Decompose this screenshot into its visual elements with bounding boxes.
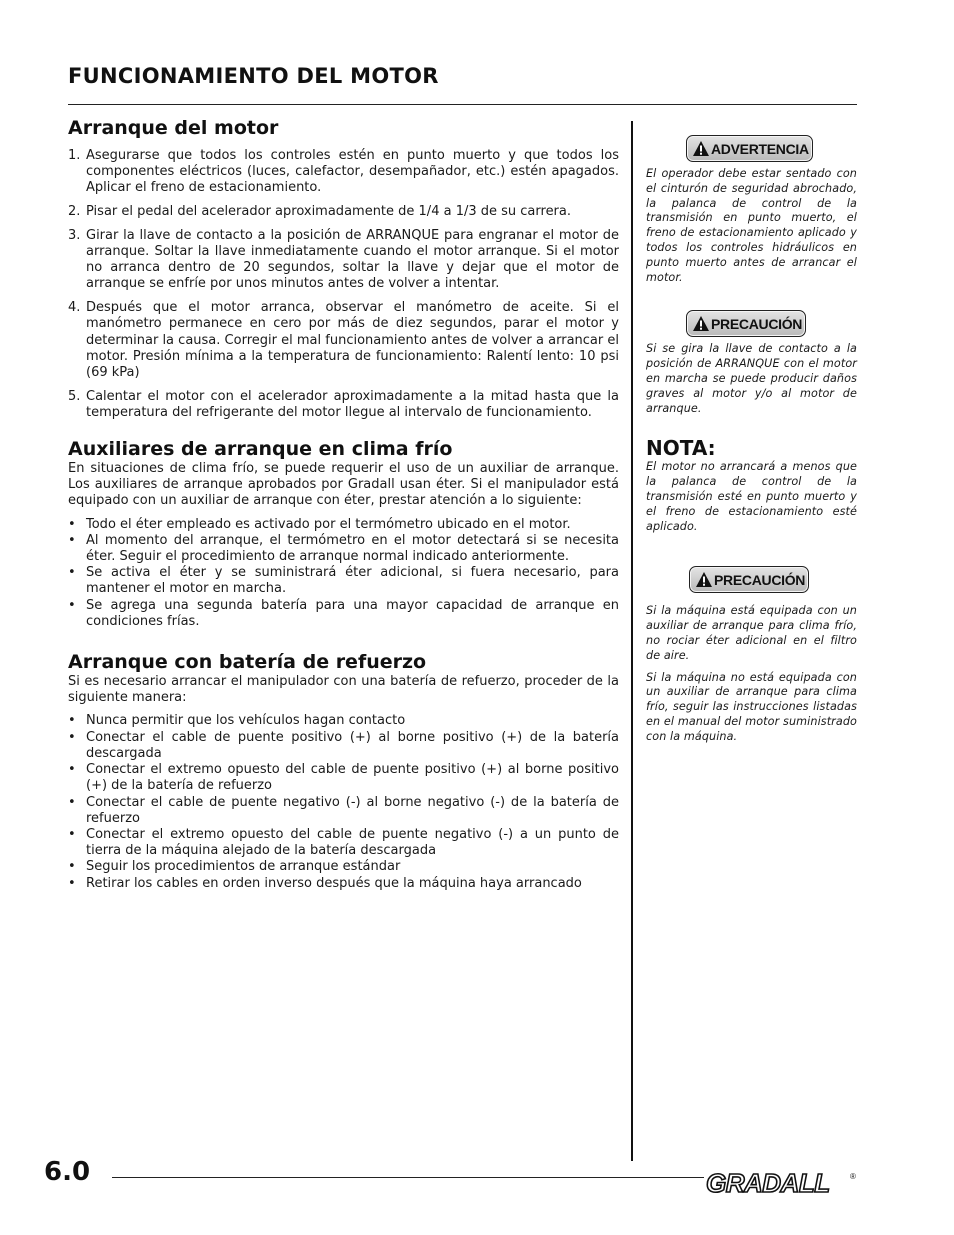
precaucion2-text-2: Si la máquina no está equipada con un auxiliar de arranque para clima frío, seguir las instrucciones listadas en el manual del motor suministrado con la máquina. xyxy=(646,670,857,743)
section-heading-bateria: Arranque con batería de refuerzo xyxy=(68,651,427,674)
list-item: • Conectar el cable de puente positivo (+) al borne positivo (+) de la batería descargada xyxy=(68,729,619,761)
page-title: FUNCIONAMIENTO DEL MOTOR xyxy=(68,64,439,88)
header-rule xyxy=(68,104,857,105)
advertencia-badge-wrap xyxy=(646,135,857,162)
precaucion1-text: Si se gira la llave de contacto a la posición de ARRANQUE con el motor en marcha se puede producir daños graves al motor y/o al motor de arranque. xyxy=(646,342,857,415)
precaucion2-text-1: Si la máquina está equipada con un auxiliar de arranque para clima frío, no rociar éter adicional en el filtro de aire. xyxy=(646,604,857,662)
section-heading-clima: Auxiliares de arranque en clima frío xyxy=(68,438,453,461)
advertencia-badge: ADVERTENCIA xyxy=(686,135,813,162)
main-column xyxy=(68,116,619,892)
list-item: • Conectar el extremo opuesto del cable de puente negativo (-) a un punto de tierra de la máquina alejado de la batería descargada xyxy=(68,826,619,859)
logo-text: GRADALL xyxy=(706,1168,830,1197)
precaucion2-badge-wrap xyxy=(646,566,857,593)
list-item: • Conectar el extremo opuesto del cable de puente positivo (+) al borne positivo (+) de la batería de refuerzo xyxy=(68,762,619,794)
clima-bullet-list xyxy=(68,517,619,630)
advertencia-text: El operador debe estar sentado con el cinturón de seguridad abrochado, la palanca de control de la transmisión en punto muerto, el freno de estacionamiento aplicado y todos los controles hidráulicos en punto muerto antes de arrancar el motor. xyxy=(646,167,857,284)
list-item: • Se agrega una segunda batería para una mayor capacidad de arranque en condiciones frías. xyxy=(68,597,619,629)
bateria-intro: Si es necesario arrancar el manipulador con una batería de refuerzo, proceder de la siguiente manera: xyxy=(68,674,619,706)
list-item: 4. Después que el motor arranca, observar el manómetro de aceite. Si el manómetro permanece en cero por más de diez segundos, parar el motor y determinar la causa. Corregir el mal funcionamiento antes de volver a arrancar el motor. Presión mínima a la temperatura de funcionamiento: Ralentí lento: 10 psi (69 kPa) xyxy=(68,300,619,380)
sidebar xyxy=(646,135,857,745)
list-item: • Se activa el éter y se suministrará éter adicional, si fuera necesario, para mantener el motor en marcha. xyxy=(68,565,619,597)
gradall-logo xyxy=(704,1165,858,1197)
list-item: • Nunca permitir que los vehículos hagan contacto xyxy=(68,713,406,729)
clima-intro: En situaciones de clima frío, se puede requerir el uso de un auxiliar de arranque. Los auxiliares de arranque aprobados por Gradall usan éter. Si el manipulador está equipado con un auxiliar de arranque con éter, prestar atención a lo siguiente: xyxy=(68,461,619,509)
list-item: • Al momento del arranque, el termómetro en el motor detectará si se necesita éter. Seguir el procedimiento de arranque normal indicado anteriormente. xyxy=(68,532,619,565)
list-item: • Conectar el cable de puente negativo (-) al borne negativo (-) de la batería de refuerzo xyxy=(68,794,619,826)
footer-rule xyxy=(112,1177,704,1178)
list-item: 3. Girar la llave de contacto a la posición de ARRANQUE para engranar el motor de arranque. Soltar la llave inmediatamente cuando el motor arranque. Si el motor no arranca dentro de 20 segundos, soltar la llave y dejar que el motor de arranque se enfríe por unos minutos antes de volver a intentar. xyxy=(68,227,619,292)
nota-title: NOTA: xyxy=(646,436,716,461)
list-item: 1. Asegurarse que todos los controles estén en punto muerto y que todos los componentes eléctricos (luces, calefactor, desempañador, etc.) estén apagados. Aplicar el freno de estacionamiento. xyxy=(68,148,619,196)
column-divider xyxy=(631,121,633,1161)
nota-text: El motor no arrancará a menos que la palanca de control de la transmisión esté en punto muerto y el freno de estacionamiento esté aplicado. xyxy=(646,460,857,533)
list-item: 2. Pisar el pedal del acelerador aproximadamente de 1/4 a 1/3 de su carrera. xyxy=(68,204,572,220)
precaucion-badge: PRECAUCIÓN xyxy=(689,566,809,593)
section-heading-arranque: Arranque del motor xyxy=(68,117,279,139)
list-item: • Todo el éter empleado es activado por el termómetro ubicado en el motor. xyxy=(68,516,571,532)
bateria-bullet-list xyxy=(68,713,619,891)
arranque-steps-list xyxy=(68,148,619,421)
page-number: 6.0 xyxy=(44,1157,91,1187)
warning-icon xyxy=(695,571,713,588)
precaucion-badge: PRECAUCIÓN xyxy=(686,310,806,337)
list-item: • Retirar los cables en orden inverso después que la máquina haya arrancado xyxy=(68,875,582,891)
list-item: 5. Calentar el motor con el acelerador aproximadamente a la mitad hasta que la temperatura del refrigerante del motor llegue al intervalo de funcionamiento. xyxy=(68,388,619,420)
registered-mark: ® xyxy=(850,1172,856,1181)
list-item: • Seguir los procedimientos de arranque estándar xyxy=(68,859,401,875)
warning-icon xyxy=(692,140,710,157)
warning-icon xyxy=(692,315,710,332)
precaucion1-badge-wrap xyxy=(646,310,857,337)
